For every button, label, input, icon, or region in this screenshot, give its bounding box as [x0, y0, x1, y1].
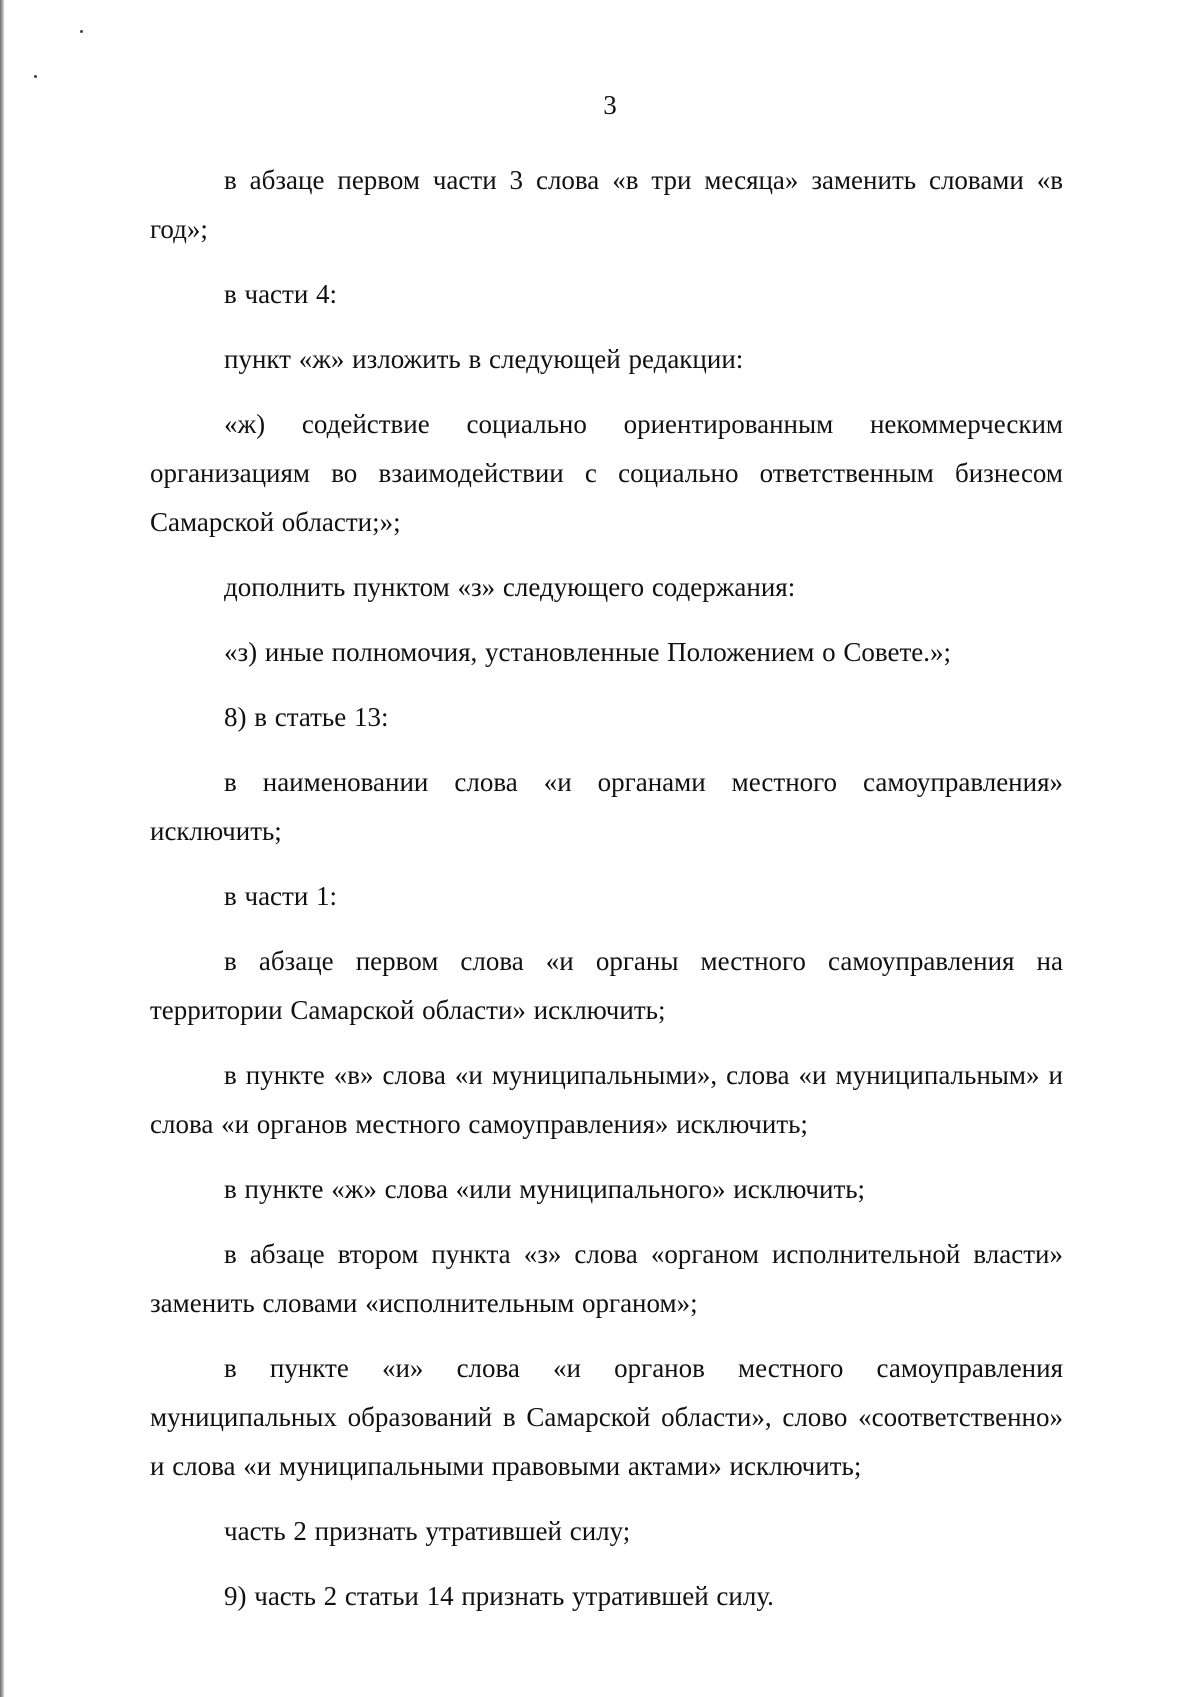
page-number: 3: [603, 90, 617, 120]
paragraph: «ж) содействие социально ориентированным некоммерческим организациям во взаимодействии с социально ответственным бизнесом Самарской области;»;: [150, 409, 1063, 537]
paragraph: дополнить пунктом «з» следующего содержания:: [224, 572, 796, 602]
paragraph: в абзаце втором пункта «з» слова «органом исполнительной власти» заменить словами «исполнительным органом»;: [150, 1239, 1063, 1318]
paragraph: «з) иные полномочия, установленные Положением о Совете.»;: [224, 637, 951, 667]
paragraph: в пункте «ж» слова «или муниципального» исключить;: [224, 1174, 866, 1204]
paragraph: 9) часть 2 статьи 14 признать утратившей силу.: [224, 1581, 774, 1611]
document-body: [150, 156, 1063, 1637]
paragraph: 8) в статье 13:: [224, 702, 389, 732]
paragraph: в части 4:: [224, 279, 338, 309]
scan-edge: [0, 0, 4, 1697]
paragraph: в пункте «и» слова «и органов местного самоуправления муниципальных образований в Самарской области», слово «соответственно» и слова «и муниципальными правовыми актами» исключить;: [150, 1353, 1063, 1481]
paragraph: в абзаце первом слова «и органы местного самоуправления на территории Самарской области» исключить;: [150, 946, 1063, 1025]
scan-speck: [80, 30, 83, 33]
paragraph: в абзаце первом части 3 слова «в три месяца» заменить словами «в год»;: [150, 165, 1063, 244]
paragraph: в наименовании слова «и органами местного самоуправления» исключить;: [150, 767, 1063, 846]
paragraph: часть 2 признать утратившей силу;: [224, 1516, 631, 1546]
paragraph: в пункте «в» слова «и муниципальными», слова «и муниципальным» и слова «и органов местного самоуправления» исключить;: [150, 1060, 1063, 1139]
scan-speck: [34, 75, 37, 78]
paragraph: пункт «ж» изложить в следующей редакции:: [224, 344, 744, 374]
paragraph: в части 1:: [224, 881, 338, 911]
